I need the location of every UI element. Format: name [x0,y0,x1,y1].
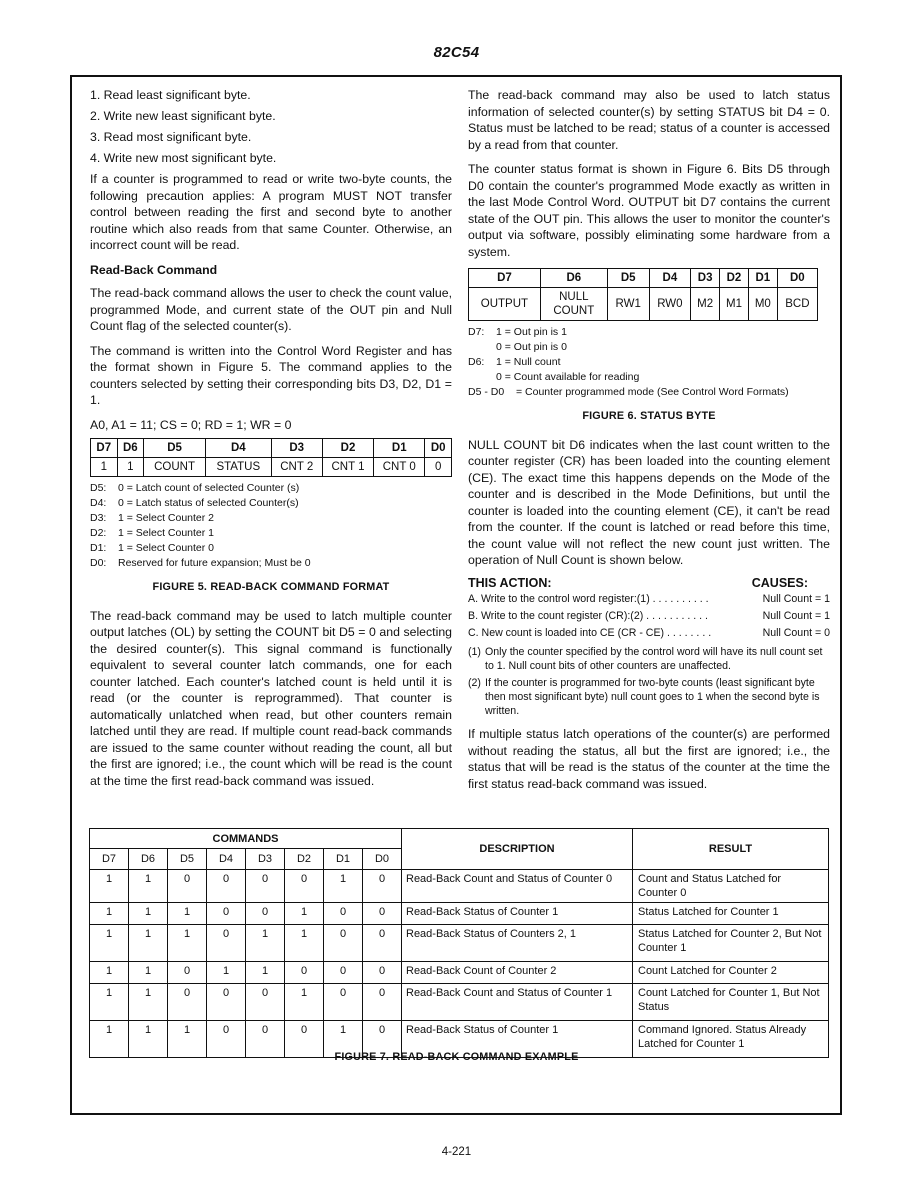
fig6-bit-value: BCD [777,288,817,321]
command-row [90,925,829,962]
footnote-text: If the counter is programmed for two-byte counts (least significant byte then most significant byte) null count goes to 1 when the second byte is written. [485,677,820,717]
fig6-status-table [468,268,818,321]
command-description: Read-Back Count of Counter 2 [402,962,633,984]
command-bit: 1 [129,984,168,1021]
command-result: Count Latched for Counter 1, But Not Status [633,984,829,1021]
fig5-bit-header: D7 [91,439,118,458]
fig5-bit-value: 1 [91,458,118,477]
command-bit: 0 [285,1021,324,1058]
footnote-text: Only the counter specified by the control word will have its null count set to 1. Null count bits of other counters are unaffected. [485,646,823,672]
action-row [468,608,830,625]
command-bit: 1 [129,903,168,925]
command-bit: 1 [90,870,129,903]
command-bit: 1 [90,925,129,962]
fig6-bit-header: D2 [720,269,749,288]
legend-key: D6: [468,356,485,368]
fig5-bit-header: D6 [117,439,144,458]
command-bit: 0 [168,984,207,1021]
command-bit-header: D7 [90,849,129,870]
command-bit: 0 [207,925,246,962]
legend-text: 1 = Select Counter 1 [118,527,215,539]
cause-text: Null Count = 1 [762,593,830,605]
fig6-bit-header: D0 [777,269,817,288]
legend-text: 0 = Latch status of selected Counter(s) [118,497,299,509]
command-description: Read-Back Status of Counters 2, 1 [402,925,633,962]
command-bit-header: D2 [285,849,324,870]
readback-intro-paragraph: The read-back command allows the user to check the count value, programmed Mode, and current state of the OUT pin and Null Count flag of the selected counter(s). [90,286,452,333]
command-bit: 0 [363,984,402,1021]
command-bit: 0 [207,1021,246,1058]
command-description: Read-Back Status of Counter 1 [402,903,633,925]
command-bit: 0 [363,1021,402,1058]
fig5-bit-value: 1 [117,458,144,477]
command-bit-header: D0 [363,849,402,870]
fig5-bit-header: D5 [144,439,206,458]
left-column [90,87,452,797]
command-row [90,870,829,903]
fig5-bit-value: STATUS [205,458,271,477]
null-count-paragraph: NULL COUNT bit D6 indicates when the last count written to the counter register (CR) has been loaded into the counting element (CE). The exact time this happens depends on the Mode of the counter and is described in the Mode Definitions, but until the counter is loaded into the counting element (CE), it can't be read from the counter. If the count is latched or read before this time, the count value will not reflect the new count just written. The operation of Null Count is shown below. [468,437,830,567]
fig5-bit-value: CNT 0 [374,458,425,477]
right-column [468,87,830,800]
legend-text: 1 = Out pin is 1 [496,326,567,338]
legend-key: D4: [90,497,107,509]
fig5-bit-header: D2 [322,439,373,458]
command-bit: 1 [168,1021,207,1058]
fig5-caption: FIGURE 5. READ-BACK COMMAND FORMAT [152,581,390,593]
command-bit: 1 [168,925,207,962]
command-bit: 1 [129,870,168,903]
footnote-number: (1) [468,646,481,658]
command-description: Read-Back Status of Counter 1 [402,1021,633,1058]
step-1: 1. Read least significant byte. [90,88,251,102]
command-bit: 0 [207,984,246,1021]
legend-key: D7: [468,326,485,338]
command-bit: 1 [90,962,129,984]
fig6-bit-value: M1 [720,288,749,321]
description-header: DESCRIPTION [402,829,633,870]
status-format-paragraph: The counter status format is shown in Figure 6. Bits D5 through D0 contain the counter's programmed Mode exactly as written in the last Mode Control Word. OUTPUT bit D7 contains the current state of the OUT pin. This allows the user to monitor the counter's output via software, possibly eliminating some hardware from a system. [468,162,830,259]
command-bit-header: D6 [129,849,168,870]
fig6-legend [468,325,830,400]
status-latch-paragraph: The read-back command may also be used to latch status information of selected counter(s) by setting STATUS bit D4 = 0. Status must be latched to be read; status of a counter is accessed by a read from that counter. [468,88,830,152]
fig7-command-table [89,828,829,1058]
command-result: Count and Status Latched for Counter 0 [633,870,829,903]
command-bit: 0 [285,870,324,903]
control-word-paragraph: The command is written into the Control Word Register and has the format shown in Figure 5. The command applies to the counters selected by setting their corresponding bits D3, D2, D1 = 1. [90,343,452,407]
footnote [468,676,830,718]
legend-text: Reserved for future expansion; Must be 0 [118,557,311,569]
command-description: Read-Back Count and Status of Counter 0 [402,870,633,903]
command-bit: 0 [363,925,402,962]
command-row [90,962,829,984]
fig5-bit-value: CNT 1 [322,458,373,477]
fig6-bit-header: D3 [691,269,720,288]
fig6-bit-header: D5 [607,269,649,288]
command-bit: 1 [324,870,363,903]
address-line: A0, A1 = 11; CS = 0; RD = 1; WR = 0 [90,417,292,432]
command-bit: 0 [363,903,402,925]
command-bit-header: D3 [246,849,285,870]
fig6-bit-header: D7 [469,269,541,288]
command-bit: 0 [168,870,207,903]
command-bit: 1 [90,984,129,1021]
cause-text: Null Count = 1 [762,610,830,622]
fig5-bit-header: D0 [425,439,452,458]
fig7-caption: FIGURE 7. READ-BACK COMMAND EXAMPLE [334,1051,579,1063]
command-bit: 0 [324,962,363,984]
command-result: Status Latched for Counter 2, But Not Counter 1 [633,925,829,962]
command-bit: 1 [90,903,129,925]
command-bit-header: D5 [168,849,207,870]
command-bit-header: D1 [324,849,363,870]
fig6-bit-value: M2 [691,288,720,321]
action-text: A. Write to the control word register:(1) . . . . . . . . . . [468,593,709,605]
action-row [468,625,830,642]
fig5-legend [90,481,452,571]
legend-text: 0 = Latch count of selected Counter (s) [118,482,300,494]
fig5-bit-header: D1 [374,439,425,458]
command-bit: 1 [285,984,324,1021]
legend-key: D3: [90,512,107,524]
command-result: Command Ignored. Status Already Latched for Counter 1 [633,1021,829,1058]
causes-label: CAUSES: [751,575,808,590]
legend-key: D0: [90,557,107,569]
fig6-bit-header: D6 [540,269,607,288]
fig6-bit-header: D4 [649,269,691,288]
cause-text: Null Count = 0 [762,627,830,639]
command-bit: 0 [168,962,207,984]
command-bit: 1 [129,1021,168,1058]
command-bit-header: D4 [207,849,246,870]
fig6-caption: FIGURE 6. STATUS BYTE [582,410,716,422]
fig6-bit-value: M0 [748,288,777,321]
command-bit: 0 [324,984,363,1021]
command-bit: 1 [207,962,246,984]
command-result: Count Latched for Counter 2 [633,962,829,984]
command-bit: 0 [324,925,363,962]
command-bit: 1 [168,903,207,925]
command-bit: 0 [246,870,285,903]
commands-header: COMMANDS [90,829,402,849]
command-bit: 0 [246,903,285,925]
command-bit: 0 [207,870,246,903]
latch-multiple-paragraph: The read-back command may be used to latch multiple counter output latches (OL) by setting the COUNT bit D5 = 0 and selecting the desired counter(s). This signal command is functionally equivalent to several counter latch commands, one for each counter latched. Each counter's latched count is held until it is read (or the counter is reprogrammed). That counter is automatically unlatched when read, but other counters remain latched until they are read. If multiple count read-back commands are issued to the same counter without reading the count, all but the first are ignored; i.e., the count which will be read is the count at the time the first read-back command was issued. [90,608,452,788]
fig5-bit-value: 0 [425,458,452,477]
command-bit: 1 [285,925,324,962]
section-heading: Read-Back Command [90,262,218,277]
fig6-bit-value: NULL COUNT [540,288,607,321]
command-bit: 1 [129,962,168,984]
command-row [90,984,829,1021]
command-bit: 1 [90,1021,129,1058]
legend-text: 1 = Select Counter 2 [118,512,215,524]
footnote-number: (2) [468,677,481,689]
command-bit: 0 [285,962,324,984]
legend-text: 0 = Count available for reading [496,371,640,383]
command-bit: 1 [246,962,285,984]
legend-text: 1 = Null count [496,356,561,368]
action-text: B. Write to the count register (CR):(2) . . . . . . . . . . . [468,610,708,622]
precaution-paragraph: If a counter is programmed to read or write two-byte counts, the following precaution applies: A program MUST NOT transfer control between reading the first and second byte to another routine which also reads from that same Counter. Otherwise, an incorrect count will be read. [90,172,452,252]
action-label: THIS ACTION: [468,575,552,590]
footnote [468,645,830,673]
action-row [468,591,830,608]
command-bit: 1 [129,925,168,962]
step-2: 2. Write new least significant byte. [90,109,276,123]
legend-key: D1: [90,542,107,554]
fig5-register-table [90,438,452,477]
legend-text: 1 = Select Counter 0 [118,542,215,554]
command-row [90,903,829,925]
result-header: RESULT [633,829,829,870]
command-result: Status Latched for Counter 1 [633,903,829,925]
page-number: 4-221 [441,1146,472,1158]
legend-key: D2: [90,527,107,539]
command-bit: 0 [246,1021,285,1058]
fig6-bit-value: RW0 [649,288,691,321]
action-header [468,575,830,592]
command-bit: 0 [363,870,402,903]
command-bit: 0 [246,984,285,1021]
fig5-bit-header: D3 [271,439,322,458]
legend-key: D5 - D0 [468,386,505,398]
legend-text: = Counter programmed mode (See Control Word Formats) [516,386,789,398]
action-text: C. New count is loaded into CE (CR - CE) . . . . . . . . [468,627,712,639]
command-bit: 1 [324,1021,363,1058]
step-4: 4. Write new most significant byte. [90,151,277,165]
status-ignored-paragraph: If multiple status latch operations of the counter(s) are performed without reading the status, all but the first are ignored; i.e., the status that will be read is the status of the counter at the time the first status read-back command was issued. [468,727,830,791]
fig5-bit-value: COUNT [144,458,206,477]
command-bit: 0 [363,962,402,984]
legend-key: D5: [90,482,107,494]
command-bit: 1 [285,903,324,925]
legend-key [468,340,496,355]
fig6-bit-value: RW1 [607,288,649,321]
fig5-bit-header: D4 [205,439,271,458]
page-header: 82C54 [433,44,480,61]
command-bit: 0 [324,903,363,925]
step-3: 3. Read most significant byte. [90,130,252,144]
command-bit: 0 [207,903,246,925]
fig6-bit-header: D1 [748,269,777,288]
command-description: Read-Back Count and Status of Counter 1 [402,984,633,1021]
legend-key [468,370,496,385]
legend-text: 0 = Out pin is 0 [496,341,567,353]
fig6-bit-value: OUTPUT [469,288,541,321]
command-bit: 1 [246,925,285,962]
fig5-bit-value: CNT 2 [271,458,322,477]
